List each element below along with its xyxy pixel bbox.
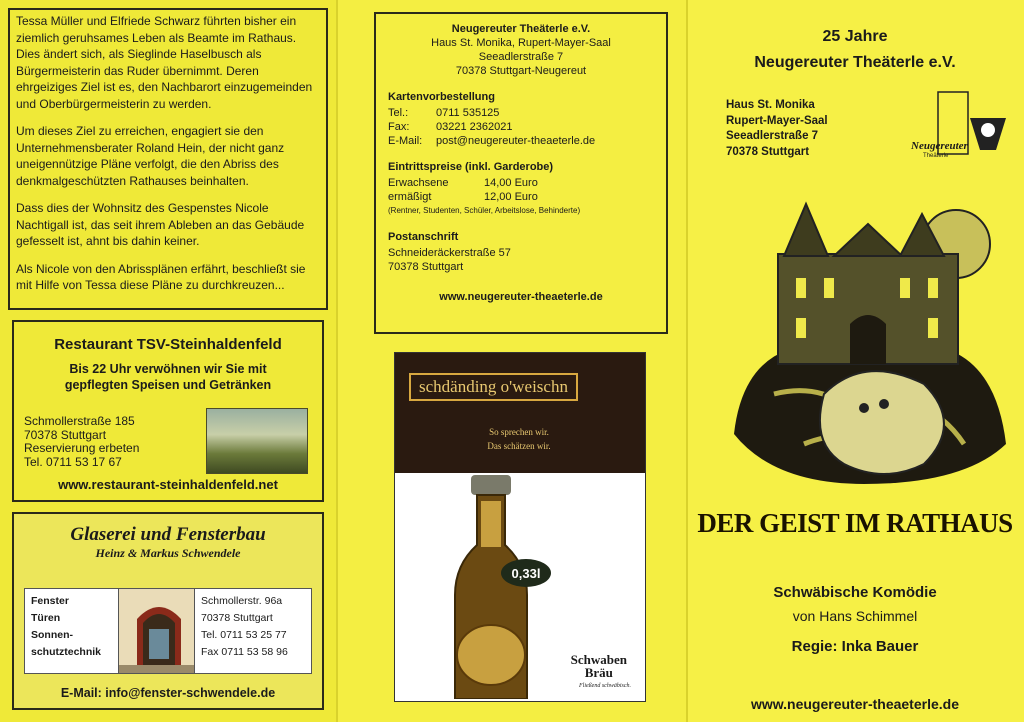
row-label: Fax: <box>388 121 410 133</box>
story-paragraph: Tessa Müller und Elfriede Schwarz führten bisher ein ziemlich geruhsames Leben als Beamte im Rathaus. Dies ändert sich, als Sieglinde Haselbusch als Bürgermeisterin das Ruder übernimmt. Deren ehrgeiziges Ziel ist es, den Nachbarort einzugemeinden und Oberbürgermeisterin zu werden. <box>16 14 313 111</box>
post-line: 70378 Stuttgart <box>388 261 464 273</box>
bottle-size-badge: 0,33l <box>501 559 551 587</box>
venue-line: Haus St. Monika <box>726 99 815 111</box>
ad-banner <box>395 353 645 473</box>
price-row <box>388 176 654 190</box>
restaurant-photo <box>206 408 308 474</box>
address-line: Reservierung erbeten <box>24 441 140 455</box>
email-row <box>388 134 654 148</box>
restaurant-url[interactable]: www.restaurant-steinhaldenfeld.net <box>58 477 278 492</box>
service-item: Türen <box>31 612 61 624</box>
story-box <box>8 8 328 310</box>
play-title: DER GEIST IM RATHAUS <box>697 508 1013 538</box>
org-name: Neugereuter Theäterle e.V. <box>451 23 591 35</box>
restaurant-title: Restaurant TSV-Steinhaldenfeld <box>54 336 282 353</box>
tel-row <box>388 106 654 120</box>
price-row <box>388 190 654 204</box>
org-house: Haus St. Monika, Rupert-Mayer-Saal <box>431 37 611 49</box>
glaserei-owners: Heinz & Markus Schwendele <box>95 546 241 560</box>
play-author: von Hans Schimmel <box>792 608 918 624</box>
venue-line: 70378 Stuttgart <box>726 145 810 158</box>
cover-panel <box>686 0 1024 722</box>
glaserei-contact <box>194 588 312 674</box>
service-item: schutztechnik <box>31 646 102 658</box>
booking-heading: Kartenvorbestellung <box>388 91 495 103</box>
service-item: Fenster <box>31 595 69 607</box>
row-label: Erwachsene <box>388 177 449 189</box>
contact-line: Schmollerstr. 96a <box>201 595 283 607</box>
ad-tagline <box>429 425 609 453</box>
discount-note: (Rentner, Studenten, Schüler, Arbeitslose, Behinderte) <box>388 206 581 215</box>
brand-logo <box>571 653 627 679</box>
row-value: 03221 2362021 <box>436 121 513 133</box>
cover-website[interactable]: www.neugereuter-theaeterle.de <box>751 696 959 712</box>
beer-bottle-image <box>435 475 585 699</box>
service-item: Sonnen- <box>31 629 73 641</box>
address-line: 70378 Stuttgart <box>24 427 107 442</box>
price-heading: Eintrittspreise (inkl. Garderobe) <box>388 161 554 173</box>
door-photo <box>118 588 200 674</box>
restaurant-address <box>24 415 204 469</box>
tagline-line: Das schätzen wir. <box>487 441 551 451</box>
venue-address <box>726 98 828 160</box>
theatre-name: Neugereuter Theäterle e.V. <box>754 54 956 71</box>
logo-sub: Theäterle <box>923 153 949 159</box>
ticket-info-box <box>374 12 668 334</box>
beer-ad <box>394 352 646 702</box>
haunted-castle-illustration <box>714 194 1016 494</box>
play-genre: Schwäbische Komödie <box>773 584 937 601</box>
play-director: Regie: Inka Bauer <box>791 638 919 655</box>
restaurant-ad <box>12 320 324 502</box>
ad-slogan: schdänding o'weischn <box>409 373 578 401</box>
row-label: Tel.: <box>388 107 409 119</box>
venue-line: Rupert-Mayer-Saal <box>726 114 828 127</box>
brand-slogan: Fließend schwäbisch. <box>579 683 631 689</box>
row-value: 0711 535125 <box>436 107 500 119</box>
org-city: 70378 Stuttgart-Neugereut <box>455 65 587 77</box>
glaserei-title: Glaserei und Fensterbau <box>70 524 266 545</box>
row-value: 12,00 Euro <box>484 191 538 203</box>
restaurant-subtitle-line: gepflegten Speisen und Getränken <box>64 378 272 392</box>
row-value[interactable]: post@neugereuter-theaeterle.de <box>436 135 596 147</box>
row-value: 14,00 Euro <box>484 177 538 189</box>
services-list <box>24 588 120 674</box>
fold-line <box>336 0 338 722</box>
door-illustration <box>119 589 199 673</box>
org-street: Seeadlerstraße 7 <box>478 51 564 63</box>
story-paragraph: Als Nicole von den Abrissplänen erfährt, beschließt sie mit Hilfe von Tessa diese Pläne zu durchkreuzen... <box>16 261 306 292</box>
anniversary-title: 25 Jahre <box>822 28 888 45</box>
restaurant-subtitle <box>24 361 312 393</box>
contact-line: 70378 Stuttgart <box>201 612 273 624</box>
brand-line: Schwaben <box>570 652 627 667</box>
story-paragraph: Um dieses Ziel zu erreichen, engagiert sie den Unternehmensberater Roland Hein, der nicht ganz uneigennützige Pläne verfolgt, die den Abriss des denkmalgeschützten Rathauses beinhalten. <box>16 124 285 188</box>
fax-row <box>388 120 654 134</box>
contact-line: Tel. 0711 53 25 77 <box>201 629 287 641</box>
post-line: Schneideräckerstraße 57 <box>388 247 511 259</box>
post-heading: Postanschrift <box>388 231 459 243</box>
glaserei-email[interactable]: E-Mail: info@fenster-schwendele.de <box>60 686 276 700</box>
brand-line: Bräu <box>584 665 613 680</box>
row-label: E-Mail: <box>388 135 423 147</box>
glaserei-ad <box>12 512 324 710</box>
venue-line: Seeadlerstraße 7 <box>726 130 819 142</box>
address-line: Tel. 0711 53 17 67 <box>24 454 122 469</box>
tagline-line: So sprechen wir. <box>489 427 549 437</box>
logo-wordmark: Neugereuter <box>911 140 968 152</box>
restaurant-subtitle-line: Bis 22 Uhr verwöhnen wir Sie mit <box>69 362 267 376</box>
row-label: ermäßigt <box>388 191 432 203</box>
story-paragraph: Dass dies der Wohnsitz des Gespenstes Nicole Nachtigall ist, das seit ihrem Ableben an das Gebäude gefesselt ist, ahnt bis dahin keiner. <box>16 201 305 248</box>
address-line: Schmollerstraße 185 <box>24 414 135 428</box>
contact-line: Fax 0711 53 58 96 <box>201 646 288 658</box>
website-url[interactable]: www.neugereuter-theaeterle.de <box>439 291 603 303</box>
